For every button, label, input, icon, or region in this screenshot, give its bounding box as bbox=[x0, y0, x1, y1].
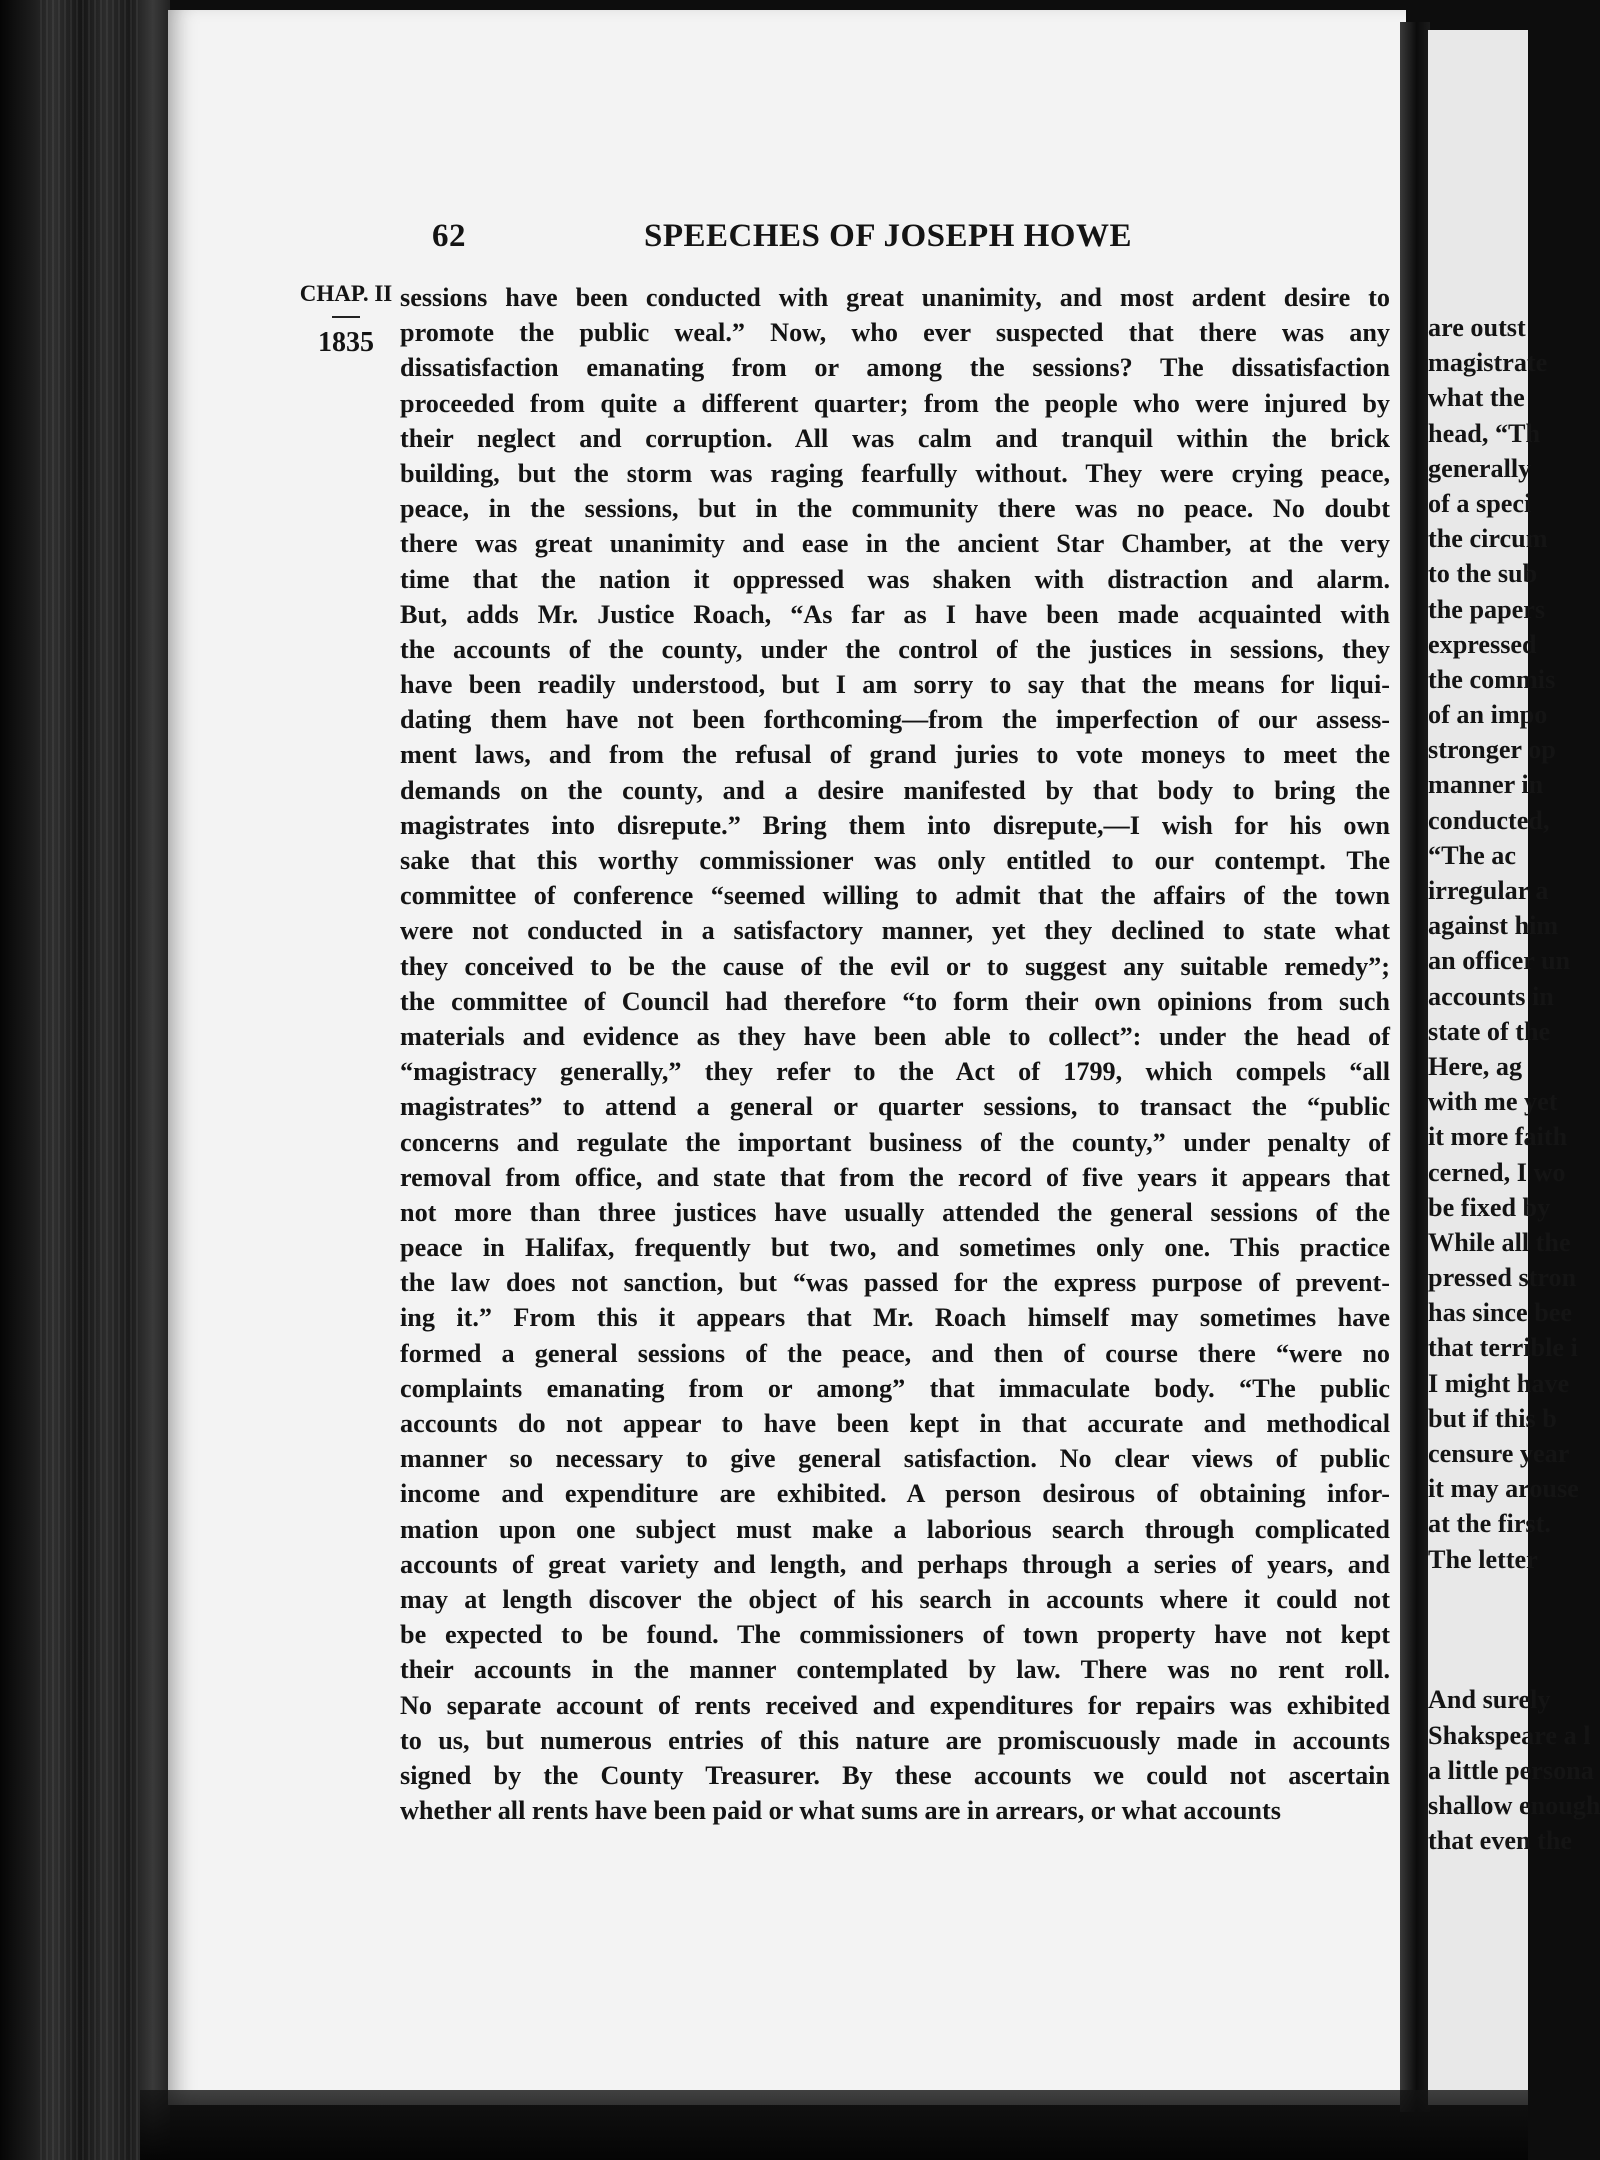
body-line: peace in Halifax, frequently but two, and sometimes only one. This practice bbox=[400, 1233, 1390, 1263]
facing-line: what the bbox=[1428, 383, 1525, 413]
book-gutter bbox=[1400, 22, 1430, 2112]
body-line: income and expenditure are exhibited. A person desirous of obtaining infor- bbox=[400, 1479, 1390, 1509]
bottom-shadow bbox=[140, 2090, 1528, 2160]
facing-line: it may arouse bbox=[1428, 1474, 1579, 1504]
body-line: signed by the County Treasurer. By these accounts we could not ascertain bbox=[400, 1760, 1390, 1790]
facing-line: stronger op bbox=[1428, 735, 1556, 765]
facing-line: Here, ag bbox=[1428, 1051, 1523, 1081]
facing-line: to the sub bbox=[1428, 559, 1538, 589]
margin-note bbox=[290, 282, 402, 357]
body-line: promote the public weal.” Now, who ever suspected that there was any bbox=[400, 318, 1390, 348]
facing-line: generally bbox=[1428, 453, 1532, 483]
body-line: be expected to be found. The commissioners of town property have not kept bbox=[400, 1620, 1390, 1650]
facing-line: but if this b bbox=[1428, 1403, 1557, 1433]
body-line: the committee of Council had therefore “to form their own opinions from such bbox=[400, 986, 1390, 1016]
body-line: committee of conference “seemed willing to admit that the affairs of the town bbox=[400, 881, 1390, 911]
facing-line: are outst bbox=[1428, 313, 1526, 342]
facing-line: with me yet bbox=[1428, 1087, 1558, 1117]
facing-line: accounts in bbox=[1428, 981, 1554, 1011]
body-line: “magistracy generally,” they refer to the Act of 1799, which compels “all bbox=[400, 1057, 1390, 1087]
facing-line: the circum bbox=[1428, 524, 1548, 554]
facing-line: shallow enough bbox=[1428, 1790, 1600, 1820]
body-line: peace, in the sessions, but in the community there was no peace. No doubt bbox=[400, 494, 1390, 524]
facing-line: has since bee bbox=[1428, 1298, 1573, 1328]
margin-dash bbox=[332, 316, 360, 318]
body-line: materials and evidence as they have been able to collect”: under the head of bbox=[400, 1021, 1390, 1051]
facing-line: at the first. bbox=[1428, 1509, 1551, 1539]
facing-line: of an impo bbox=[1428, 700, 1548, 730]
facing-line: I might have bbox=[1428, 1368, 1570, 1398]
facing-line: “The ac bbox=[1428, 840, 1517, 870]
body-line: have been readily understood, but I am sorry to say that the means for liqui- bbox=[400, 670, 1390, 700]
page-number: 62 bbox=[432, 218, 466, 254]
facing-page bbox=[1428, 30, 1600, 2105]
facing-line bbox=[1428, 1577, 1568, 1612]
body-line: their neglect and corruption. All was calm and tranquil within the brick bbox=[400, 423, 1390, 453]
facing-line: expressed bbox=[1428, 629, 1537, 659]
body-line: building, but the storm was raging fearfully without. They were crying peace, bbox=[400, 458, 1390, 488]
body-line: may at length discover the object of his search in accounts where it could not bbox=[400, 1584, 1390, 1614]
body-text bbox=[400, 280, 1390, 1828]
body-line: magistrates into disrepute.” Bring them into disrepute,—I wish for his own bbox=[400, 810, 1390, 840]
body-line: demands on the county, and a desire manifested by that body to bring the bbox=[400, 775, 1390, 805]
facing-line: that even the bbox=[1428, 1826, 1573, 1856]
facing-page-text bbox=[1428, 310, 1600, 1858]
facing-line: an officer un bbox=[1428, 946, 1571, 976]
facing-line: a little persona bbox=[1428, 1755, 1594, 1785]
body-line: their accounts in the manner contemplated by law. There was no rent roll. bbox=[400, 1655, 1390, 1685]
facing-line: it more faith bbox=[1428, 1122, 1568, 1152]
body-line: not more than three justices have usually attended the general sessions of the bbox=[400, 1197, 1390, 1227]
facing-line: head, “Th bbox=[1428, 418, 1541, 448]
facing-line: irregular a bbox=[1428, 876, 1549, 905]
body-line: whether all rents have been paid or what sums are in arrears, or what accounts bbox=[400, 1796, 1281, 1826]
body-line: complaints emanating from or among” that immaculate body. “The public bbox=[400, 1373, 1390, 1403]
body-line: formed a general sessions of the peace, and then of course there “were no bbox=[400, 1338, 1390, 1368]
facing-line: of a speci bbox=[1428, 488, 1532, 518]
body-line: dissatisfaction emanating from or among the sessions? The dissatisfaction bbox=[400, 353, 1390, 383]
facing-line: the papers bbox=[1428, 594, 1546, 624]
body-line: But, adds Mr. Justice Roach, “As far as I have been made acquainted with bbox=[400, 599, 1390, 629]
body-line: they conceived to be the cause of the evil or to suggest any suitable remedy”; bbox=[400, 951, 1390, 981]
margin-chapter: CHAP. II bbox=[299, 281, 393, 306]
facing-line: state of the bbox=[1428, 1016, 1551, 1046]
body-line: manner so necessary to give general satisfaction. No clear views of public bbox=[400, 1444, 1390, 1474]
facing-line: Shakspeare a l bbox=[1428, 1720, 1591, 1750]
body-line: proceeded from quite a different quarter; from the people who were injured by bbox=[400, 388, 1390, 418]
facing-line: pressed stron bbox=[1428, 1263, 1577, 1293]
margin-year: 1835 bbox=[318, 327, 374, 358]
body-line: No separate account of rents received and expenditures for repairs was exhibited bbox=[400, 1690, 1390, 1720]
facing-line: manner in bbox=[1428, 770, 1544, 800]
body-line: removal from office, and state that from the record of five years it appears that bbox=[400, 1162, 1390, 1192]
body-line: magistrates” to attend a general or quarter sessions, to transact the “public bbox=[400, 1092, 1390, 1122]
facing-line: While all the bbox=[1428, 1227, 1571, 1257]
body-line: time that the nation it oppressed was shaken with distraction and alarm. bbox=[400, 564, 1390, 594]
page-edge-lines bbox=[40, 0, 140, 2160]
facing-line: And surely bbox=[1428, 1685, 1551, 1715]
facing-line bbox=[1428, 1647, 1568, 1682]
body-line: the accounts of the county, under the control of the justices in sessions, they bbox=[400, 634, 1390, 664]
body-line: sake that this worthy commissioner was only entitled to our contempt. The bbox=[400, 846, 1390, 875]
running-head: SPEECHES OF JOSEPH HOWE bbox=[644, 218, 1132, 254]
body-line: were not conducted in a satisfactory manner, yet they declined to state what bbox=[400, 916, 1390, 946]
body-line: ing it.” From this it appears that Mr. Roach himself may sometimes have bbox=[400, 1303, 1390, 1333]
body-line: accounts do not appear to have been kept in that accurate and methodical bbox=[400, 1409, 1390, 1438]
facing-line: cerned, I wo bbox=[1428, 1157, 1566, 1187]
facing-line: be fixed by bbox=[1428, 1192, 1551, 1222]
page-header bbox=[432, 218, 1192, 258]
facing-line bbox=[1428, 1612, 1568, 1647]
body-line: to us, but numerous entries of this nature are promiscuously made in accounts bbox=[400, 1725, 1390, 1755]
facing-line: The letter bbox=[1428, 1544, 1538, 1574]
facing-line: magistrate bbox=[1428, 348, 1548, 378]
facing-line: conducted, bbox=[1428, 805, 1550, 835]
body-line: there was great unanimity and ease in the ancient Star Chamber, at the very bbox=[400, 529, 1390, 559]
body-line: the law does not sanction, but “was passed for the express purpose of prevent- bbox=[400, 1268, 1390, 1298]
body-line: accounts of great variety and length, and perhaps through a series of years, and bbox=[400, 1549, 1390, 1579]
body-line: mation upon one subject must make a laborious search through complicated bbox=[400, 1514, 1390, 1544]
facing-line: that terrible i bbox=[1428, 1333, 1578, 1363]
facing-line: against him bbox=[1428, 911, 1559, 941]
body-line: dating them have not been forthcoming—from the imperfection of our assess- bbox=[400, 705, 1390, 735]
body-line: sessions have been conducted with great unanimity, and most ardent desire to bbox=[400, 283, 1390, 312]
body-line: concerns and regulate the important business of the county,” under penalty of bbox=[400, 1127, 1390, 1157]
body-line: ment laws, and from the refusal of grand juries to vote moneys to meet the bbox=[400, 740, 1390, 770]
facing-line: censure year bbox=[1428, 1439, 1570, 1468]
facing-line: the commis bbox=[1428, 664, 1556, 694]
